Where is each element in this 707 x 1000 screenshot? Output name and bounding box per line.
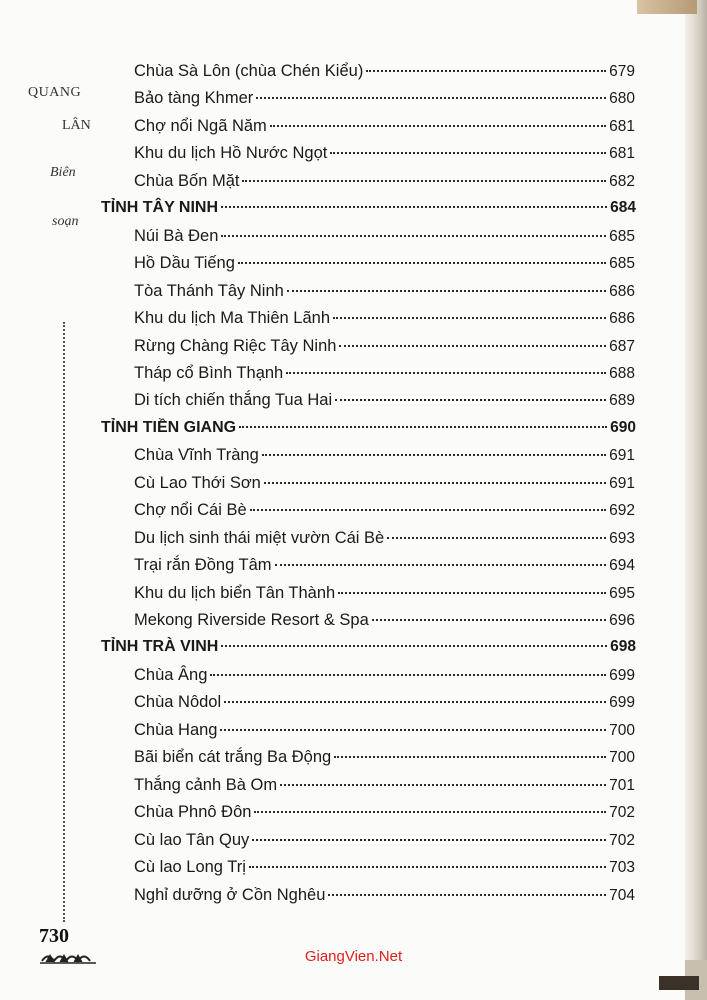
toc-entry-title: Khu du lịch biển Tân Thành — [134, 583, 336, 602]
toc-entry — [134, 144, 635, 166]
toc-page-number: 682 — [609, 172, 635, 190]
toc-entry-title: Chợ nổi Cái Bè — [134, 501, 247, 520]
toc-entry-title: Khu du lịch Ma Thiên Lãnh — [134, 309, 330, 328]
toc-entry — [134, 62, 635, 84]
toc-entry-title: TỈNH TRÀ VINH — [101, 638, 219, 656]
toc-entry — [134, 831, 635, 853]
toc-entry — [134, 776, 635, 798]
toc-page-number: 684 — [610, 199, 636, 217]
toc-page-number: 681 — [609, 145, 635, 163]
toc-section-heading — [101, 638, 636, 660]
dot-leader — [256, 97, 606, 99]
toc-entry — [134, 446, 635, 468]
toc-entry-title: Di tích chiến thắng Tua Hai — [134, 391, 333, 410]
toc-page-number: 701 — [609, 776, 635, 794]
dot-leader — [250, 509, 607, 511]
toc-entry — [134, 748, 635, 770]
toc-page-number: 698 — [610, 638, 636, 656]
dot-leader — [338, 592, 606, 594]
dot-leader — [221, 206, 607, 208]
dot-leader — [287, 290, 606, 292]
toc-entry-title: Rừng Chàng Riệc Tây Ninh — [134, 336, 337, 355]
dot-leader — [239, 426, 607, 428]
dot-leader — [249, 866, 606, 868]
dot-leader — [221, 645, 607, 647]
toc-entry-title: Tòa Thánh Tây Ninh — [134, 281, 284, 300]
toc-entry-title: TỈNH TÂY NINH — [101, 199, 219, 217]
dot-leader — [242, 180, 606, 182]
toc-section-heading — [101, 419, 636, 441]
toc-entry — [134, 584, 635, 606]
toc-page-number: 702 — [609, 831, 635, 849]
toc-entry-title: Mekong Riverside Resort & Spa — [134, 611, 369, 629]
toc-page-number: 687 — [609, 337, 635, 355]
toc-entry-title: Cù lao Long Trị — [134, 858, 246, 877]
dot-leader — [210, 674, 606, 676]
toc-page-number: 689 — [609, 392, 635, 410]
toc-page-number: 692 — [609, 502, 635, 520]
toc-entry — [134, 501, 635, 523]
dot-leader — [254, 811, 606, 813]
dot-leader — [339, 345, 606, 347]
dot-leader — [224, 701, 606, 703]
author-name-line-2: LÂN — [62, 118, 91, 133]
toc-page-number: 703 — [609, 859, 635, 877]
toc-page-number: 691 — [609, 447, 635, 465]
toc-page-number: 696 — [609, 612, 635, 629]
toc-entry-title: Núi Bà Đen — [134, 226, 219, 245]
toc-page-number: 679 — [609, 63, 635, 80]
dot-leader — [238, 262, 606, 264]
toc-entry — [134, 721, 635, 743]
toc-entry-title: Du lịch sinh thái miệt vườn Cái Bè — [134, 528, 385, 547]
toc-page-number: 686 — [609, 310, 635, 328]
toc-entry-title: Tháp cổ Bình Thạnh — [134, 363, 284, 382]
toc-page-number: 702 — [609, 804, 635, 822]
dot-leader — [387, 537, 606, 539]
toc-entry — [134, 666, 635, 688]
toc-entry — [134, 474, 635, 496]
dot-leader — [372, 619, 606, 621]
toc-entry-title: Hồ Dầu Tiếng — [134, 254, 235, 273]
dot-leader — [280, 784, 606, 786]
toc-entry-title: Chùa Bốn Mặt — [134, 171, 240, 190]
toc-page-number: 699 — [609, 666, 635, 684]
toc-page-number: 694 — [609, 557, 635, 575]
toc-entry-title: Cù Lao Thới Sơn — [134, 473, 261, 492]
toc-page-number: 690 — [610, 418, 636, 436]
toc-entry-title: Cù lao Tân Quy — [134, 830, 250, 849]
page-number: 730 — [39, 925, 69, 947]
toc-entry — [134, 391, 635, 413]
toc-page-number: 685 — [609, 227, 635, 245]
toc-page-number: 693 — [609, 529, 635, 547]
toc-entry — [134, 89, 635, 111]
toc-entry-title: Chùa Vĩnh Tràng — [134, 446, 259, 465]
toc-entry-title: Chợ nổi Ngã Năm — [134, 116, 267, 135]
toc-entry — [134, 693, 635, 715]
toc-entry-title: Khu du lịch Hồ Nước Ngọt — [134, 144, 328, 163]
toc-page-number: 704 — [609, 886, 635, 904]
toc-entry-title: Bảo tàng Khmer — [134, 89, 254, 108]
toc-entry — [134, 886, 635, 908]
toc-entry-title: Chùa Hang — [134, 720, 218, 739]
toc-page-number: 695 — [609, 584, 635, 602]
toc-page-number: 691 — [609, 474, 635, 492]
toc-entry-title: Chùa Nôdol — [134, 693, 222, 712]
toc-entry-title: Trại rắn Đồng Tâm — [134, 556, 272, 575]
toc-entry — [134, 858, 635, 880]
dot-leader — [286, 372, 606, 374]
toc-entry — [134, 529, 635, 551]
toc-entry-title: Chùa Âng — [134, 665, 208, 684]
dot-leader — [334, 756, 606, 758]
toc-entry-title: Chùa Phnô Đôn — [134, 803, 252, 822]
toc-entry — [134, 611, 635, 633]
toc-entry — [134, 172, 635, 194]
toc-entry-title: Chùa Sà Lôn (chùa Chén Kiểu) — [134, 62, 364, 80]
toc-entry — [134, 364, 635, 386]
toc-page-number: 686 — [609, 282, 635, 300]
dot-leader — [252, 839, 606, 841]
dot-leader — [264, 482, 606, 484]
dot-leader — [270, 125, 606, 127]
dot-leader — [221, 235, 606, 237]
dot-leader — [328, 894, 606, 896]
toc-entry — [134, 117, 635, 139]
watermark-text: GiangVien.Net — [304, 948, 403, 965]
dot-leader — [333, 317, 606, 319]
dot-leader — [335, 399, 606, 401]
toc-section-heading — [101, 199, 636, 221]
toc-page-number: 700 — [609, 749, 635, 767]
author-role-line-1: Biên — [50, 165, 76, 180]
toc-entry — [134, 254, 635, 276]
toc-page-number: 700 — [609, 721, 635, 739]
toc-page-number: 688 — [609, 364, 635, 382]
toc-entry — [134, 309, 635, 331]
dot-leader — [330, 152, 606, 154]
toc-entry — [134, 282, 635, 304]
dot-leader — [220, 729, 606, 731]
toc-entry-title: Bãi biển cát trắng Ba Động — [134, 748, 332, 767]
toc-page-number: 699 — [609, 694, 635, 712]
dot-leader — [262, 454, 606, 456]
toc-page-number: 681 — [609, 117, 635, 135]
toc-entry — [134, 227, 635, 249]
toc-entry-title: Nghỉ dưỡng ở Cồn Nghêu — [134, 885, 326, 904]
toc-entry — [134, 803, 635, 825]
author-role-line-2: soạn — [52, 214, 79, 229]
dot-leader — [366, 70, 606, 72]
toc-entry — [134, 337, 635, 359]
author-name-line-1: QUANG — [28, 85, 82, 100]
toc-entry-title: Thắng cảnh Bà Om — [134, 775, 278, 794]
toc-entry-title: TỈNH TIỀN GIANG — [101, 418, 237, 436]
toc-page-number: 680 — [609, 90, 635, 108]
dot-leader — [275, 564, 607, 566]
toc-entry — [134, 556, 635, 578]
toc-page-number: 685 — [609, 255, 635, 273]
